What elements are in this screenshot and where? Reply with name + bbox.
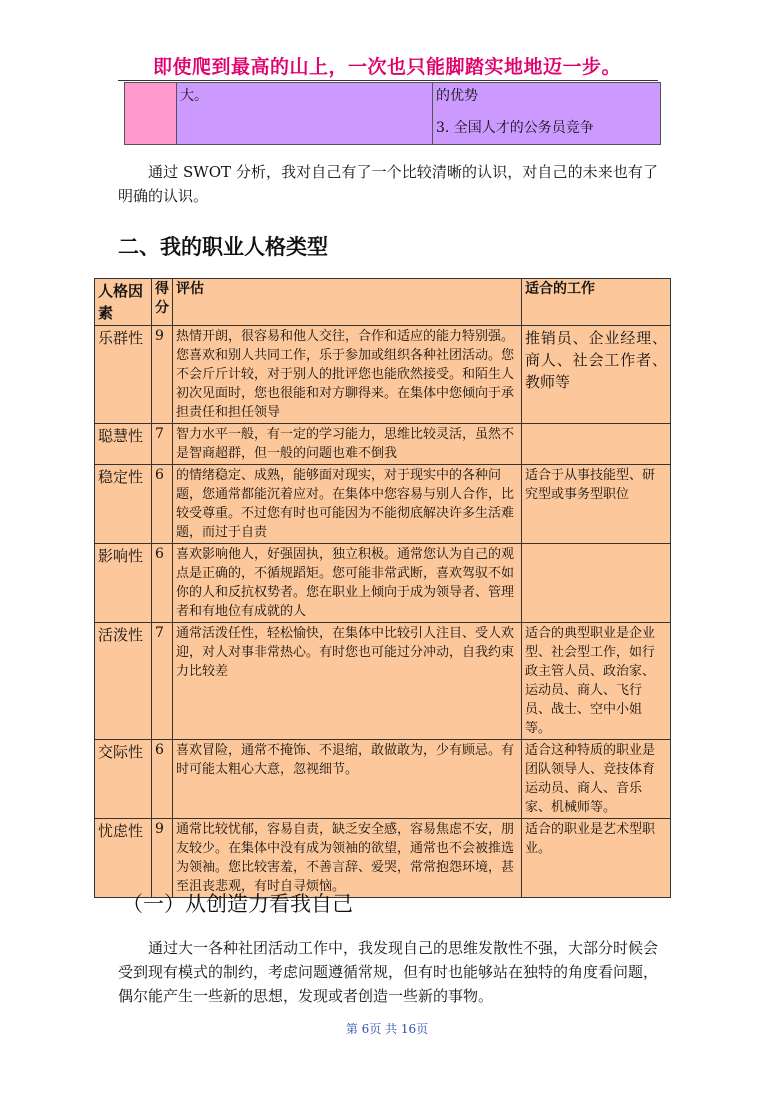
evaluation-cell: 喜欢冒险，通常不掩饰、不退缩，敢做敢为，少有顾忌。有时可能太粗心大意，忽视细节。 [173, 740, 522, 819]
table-row [95, 819, 671, 898]
jobs-cell [522, 544, 671, 623]
header-evaluation: 评估 [173, 279, 522, 326]
factor-cell: 聪慧性 [95, 424, 152, 465]
evaluation-cell: 智力水平一般，有一定的学习能力，思维比较灵活，虽然不是智商超群，但一般的问题也难不倒我 [173, 424, 522, 465]
header-factor: 人格因素 [95, 279, 152, 326]
factor-cell: 稳定性 [95, 465, 152, 544]
score-cell: 6 [152, 465, 173, 544]
section-heading: 二、我的职业人格类型 [118, 235, 328, 259]
swot-cell [433, 83, 661, 145]
evaluation-cell: 喜欢影响他人，好强固执，独立积极。通常您认为自己的观点是正确的，不循规蹈矩。您可能非常武断，喜欢驾驭不如你的人和反抗权势者。您在职业上倾向于成为领导者、管理者和有地位有成就的人 [173, 544, 522, 623]
jobs-cell: 适合这种特质的职业是团队领导人、竞技体育运动员、商人、音乐家、机械师等。 [522, 740, 671, 819]
jobs-cell: 适合于从事技能型、研究型或事务型职位 [522, 465, 671, 544]
table-header-row [95, 279, 671, 326]
creativity-paragraph: 通过大一各种社团活动工作中，我发现自己的思维发散性不强，大部分时候会受到现有模式的制约，考虑问题遵循常规，但有时也能够站在独特的角度看问题，偶尔能产生一些新的思想，发现或者创造一些新的事物。 [118, 939, 659, 1005]
table-row [95, 326, 671, 424]
subsection-heading: （一）从创造力看我自己 [122, 892, 353, 916]
header-motto: 即使爬到最高的山上，一次也只能脚踏实地地迈一步。 [152, 56, 621, 78]
score-cell: 6 [152, 740, 173, 819]
header-jobs: 适合的工作 [522, 279, 671, 326]
evaluation-cell: 通常比较忧郁，容易自责，缺乏安全感，容易焦虑不安，朋友较少。在集体中没有成为领袖的欲望，通常也不会被推选为领袖。您比较害羞，不善言辞、爱哭，常常抱怨环境，甚至沮丧悲观，有时自寻烦恼。 [173, 819, 522, 898]
factor-cell: 乐群性 [95, 326, 152, 424]
personality-table [94, 278, 671, 898]
factor-cell: 活泼性 [95, 623, 152, 740]
evaluation-cell: 通常活泼任性，轻松愉快，在集体中比较引人注目、受人欢迎，对人对事非常热心。有时您也可能过分冲动，自我约束力比较差 [173, 623, 522, 740]
score-cell: 9 [152, 326, 173, 424]
table-row [95, 623, 671, 740]
table-row [95, 465, 671, 544]
swot-summary-paragraph: 通过 SWOT 分析，我对自己有了一个比较清晰的认识，对自己的未来也有了明确的认识。 [118, 163, 658, 205]
header-rule [118, 80, 658, 81]
swot-cell-text: 3. 全国人才的公务员竞争 [436, 120, 594, 136]
table-row [95, 740, 671, 819]
evaluation-cell: 热情开朗，很容易和他人交往，合作和适应的能力特别强。您喜欢和别人共同工作，乐于参加或组织各种社团活动。您不会斤斤计较，对于别人的批评您也能欣然接受。和陌生人初次见面时，您也很能和对方聊得来。在集体中您倾向于承担责任和担任领导 [173, 326, 522, 424]
swot-cell-text: 大。 [180, 88, 208, 104]
header-score: 得分 [152, 279, 173, 326]
table-row [95, 544, 671, 623]
table-row [95, 424, 671, 465]
swot-table-continuation [124, 82, 661, 145]
evaluation-cell: 的情绪稳定、成熟，能够面对现实，对于现实中的各种问题，您通常都能沉着应对。在集体中您容易与别人合作，比较受尊重。不过您有时也可能因为不能彻底解决许多生活难题，而过于自责 [173, 465, 522, 544]
factor-cell: 影响性 [95, 544, 152, 623]
swot-cell [177, 83, 433, 145]
score-cell: 7 [152, 623, 173, 740]
swot-cell-text: 的优势 [436, 88, 478, 104]
jobs-cell [522, 424, 671, 465]
score-cell: 7 [152, 424, 173, 465]
factor-cell: 交际性 [95, 740, 152, 819]
score-cell: 9 [152, 819, 173, 898]
jobs-cell: 适合的典型职业是企业型、社会型工作，如行政主管人员、政治家、运动员、商人、飞行员、战士、空中小姐等。 [522, 623, 671, 740]
swot-label-cell [125, 83, 177, 145]
factor-cell: 忧虑性 [95, 819, 152, 898]
jobs-cell: 适合的职业是艺术型职业。 [522, 819, 671, 898]
jobs-cell: 推销员、企业经理、商人、社会工作者、教师等 [522, 326, 671, 424]
score-cell: 6 [152, 544, 173, 623]
table-row [125, 83, 661, 145]
page-footer: 第 6页 共 16页 [345, 1022, 429, 1036]
